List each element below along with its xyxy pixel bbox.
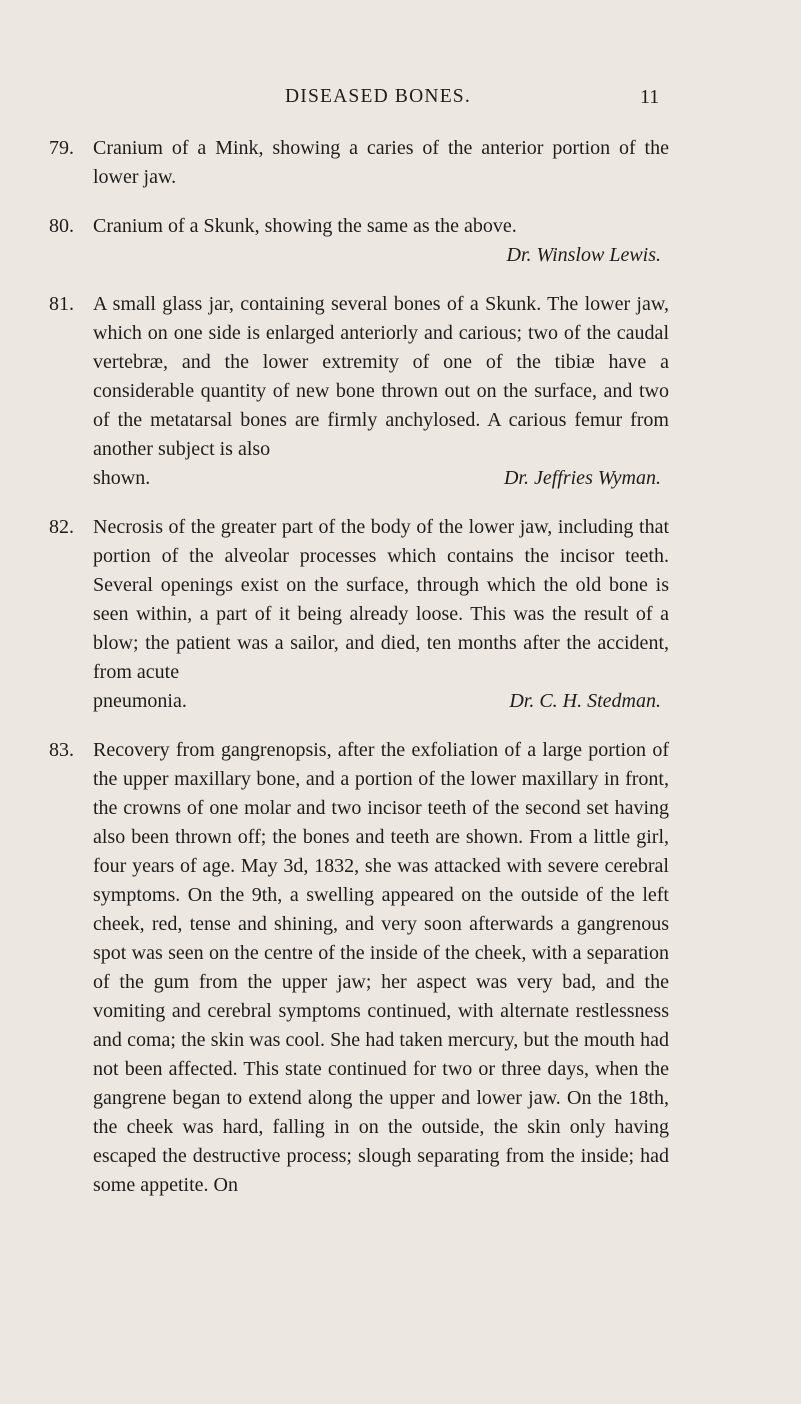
entry-number: 80.: [49, 215, 74, 237]
catalogue-entry-79: [49, 134, 669, 192]
entry-text: Necrosis of the greater part of the body of the lower jaw, including that portion of the alveolar processes which contains the incisor teeth. Several openings exist on the surface, through which the old bone is seen within, a part of it being already loose. This was the result of a blow; the patient was a sailor, and died, ten months after the accident, from acute: [93, 516, 669, 683]
page-number: 11: [640, 86, 660, 108]
catalogue-entry-82: [49, 513, 669, 716]
entry-attribution: Dr. Jeffries Wyman.: [503, 467, 661, 489]
entry-attribution: Dr. C. H. Stedman.: [509, 690, 661, 712]
entry-last-words: shown.: [93, 467, 151, 489]
entry-last-line: [93, 687, 669, 716]
catalogue-entries: [49, 134, 669, 1220]
entry-body: [93, 212, 669, 270]
entry-number: 81.: [49, 293, 74, 315]
entry-number: 82.: [49, 516, 74, 538]
entry-last-words: pneumonia.: [93, 690, 187, 712]
entry-body: [93, 290, 669, 493]
catalogue-entry-80: [49, 212, 669, 270]
entry-body: [93, 134, 669, 192]
entry-number: 83.: [49, 739, 74, 761]
running-head: [0, 86, 801, 116]
entry-last-line: [93, 464, 669, 493]
entry-body: [93, 736, 669, 1200]
catalogue-entry-81: [49, 290, 669, 493]
running-title: DISEASED BONES.: [285, 86, 471, 107]
entry-text: Cranium of a Skunk, showing the same as the above.: [93, 215, 517, 237]
catalogue-entry-83: [49, 736, 669, 1200]
entry-number: 79.: [49, 137, 74, 159]
entry-text: A small glass jar, containing several bones of a Skunk. The lower jaw, which on one side is enlarged anteriorly and carious; two of the caudal vertebræ, and the lower extremity of one of the tibiæ have a considerable quantity of new bone thrown out on the surface, and two of the metatarsal bones are firmly anchylosed. A carious femur from another subject is also: [93, 293, 669, 460]
entry-attribution-line: [93, 241, 669, 270]
entry-attribution: Dr. Winslow Lewis.: [506, 244, 661, 266]
entry-text: Recovery from gangrenopsis, after the exfoliation of a large portion of the upper maxillary bone, and a portion of the lower maxillary in front, the crowns of one molar and two incisor teeth of the second set having also been thrown off; the bones and teeth are shown. From a little girl, four years of age. May 3d, 1832, she was attacked with severe cerebral symptoms. On the 9th, a swelling appeared on the outside of the left cheek, red, tense and shining, and very soon afterwards a gangrenous spot was seen on the centre of the inside of the cheek, with a separation of the gum from the upper jaw; her aspect was very bad, and the vomiting and cerebral symptoms continued, with alternate restlessness and coma; the skin was cool. She had taken mercury, but the mouth had not been affected. This state continued for two or three days, when the gangrene began to extend along the upper and lower jaw. On the 18th, the cheek was hard, falling in on the outside, the skin only having escaped the destructive process; slough separating from the inside; had some appetite. On: [93, 739, 669, 1196]
entry-text: Cranium of a Mink, showing a caries of the anterior portion of the lower jaw.: [93, 137, 669, 188]
entry-body: [93, 513, 669, 716]
